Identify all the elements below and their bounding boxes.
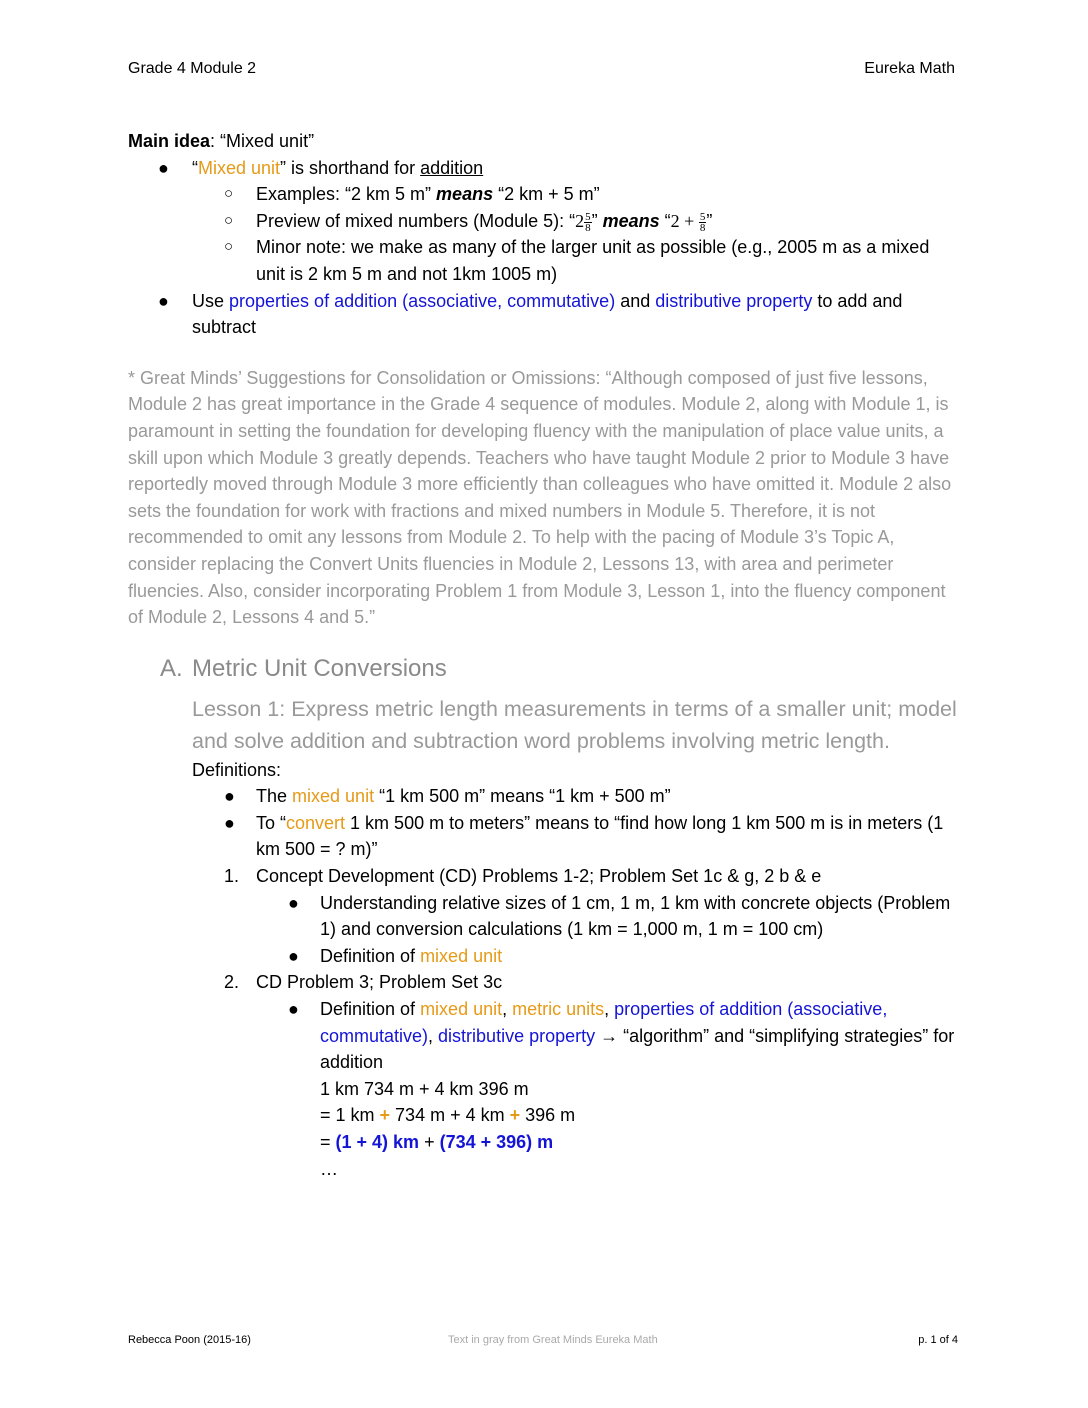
formula-line-1: 1 km 734 m + 4 km 396 m <box>320 1078 529 1099</box>
footer-author: Rebecca Poon (2015-16) <box>128 1334 251 1346</box>
bullet-icon: ● <box>224 786 235 807</box>
formula-line-2: = 1 km + 734 m + 4 km + 396 m <box>320 1105 576 1126</box>
distributive-term: distributive property <box>655 290 813 311</box>
section-title: Metric Unit Conversions <box>192 654 447 682</box>
formula-line-3: = (1 + 4) km + (734 + 396) m <box>320 1132 554 1152</box>
item-1-sub-2: ● Definition of mixed unit <box>128 943 960 970</box>
properties-term: properties of addition (associative, commutative) <box>229 290 616 311</box>
addition-term: addition <box>420 157 484 178</box>
main-idea-title: : “Mixed unit” <box>210 131 315 151</box>
lesson-title: Lesson 1: Express metric length measurements in terms of a smaller unit; model and solve addition and subtraction word problems involving metric length. <box>192 696 957 753</box>
fraction: $\frac{5}{8}$ <box>699 210 706 234</box>
item-2-sub-1: ● Definition of mixed unit, metric units, properties of addition (associative, commutative), distributive property → “algorithm” and “simplifying strategies” for addition <box>128 996 960 1076</box>
page-content <box>128 128 960 1182</box>
fraction: $\frac{5}{8}$ <box>585 210 591 234</box>
bullet-icon: ● <box>224 812 235 833</box>
circle-bullet-icon: ○ <box>224 211 234 229</box>
header-left: Grade 4 Module 2 <box>128 60 257 77</box>
sub-bullet-minor-note: ○ Minor note: we make as many of the larger unit as possible (e.g., 2005 m as a mixed unit is 2 km 5 m and not 1km 1005 m) <box>128 234 960 287</box>
numbered-item-1: 1. Concept Development (CD) Problems 1-2; Problem Set 1c & g, 2 b & e <box>224 866 822 887</box>
section-heading <box>128 653 960 685</box>
bullet-icon: ● <box>288 999 299 1020</box>
item-1-sub-1: ● Understanding relative sizes of 1 cm, 1 m, 1 km with concrete objects (Problem 1) and conversion calculations (1 km = 1,000 m, 1 m = 100 cm) <box>128 890 960 943</box>
definitions-label: Definitions: <box>192 759 282 780</box>
section-label: A. <box>160 654 183 682</box>
sub-bullet-examples: ○ Examples: “2 km 5 m” means “2 km + 5 m” <box>128 181 960 208</box>
footer-credit: Text in gray from Great Minds Eureka Math <box>448 1334 658 1346</box>
definition-convert: ● To “convert 1 km 500 m to meters” means to “find how long 1 km 500 m is in meters (1 km 500 = ? m)” <box>128 810 960 863</box>
formula-ellipsis: … <box>320 1158 338 1179</box>
main-idea-bullet-1: ● “Mixed unit” is shorthand for addition <box>128 155 960 182</box>
definition-mixed-unit: ● The mixed unit “1 km 500 m” means “1 km + 500 m” <box>128 783 960 810</box>
footer-page-number: p. 1 of 4 <box>918 1334 958 1346</box>
bullet-icon: ● <box>158 157 169 178</box>
header-right: Eureka Math <box>864 60 955 77</box>
great-minds-note: * Great Minds’ Suggestions for Consolidation or Omissions: “Although composed of just five lessons, Module 2 has great importance in the Grade 4 sequence of modules. Module 2, along with Module 1, is paramount in setting the foundation for developing fluency with the manipulation of place value units, a skill upon which Module 3 greatly depends. Teachers who have taught Module 2 prior to Module 3 have reportedly moved through Module 3 more efficiently than colleagues who have omitted it. Module 2 also sets the foundation for work with fractions and mixed numbers in Module 5. Therefore, it is not recommended to omit any lessons from Module 2. To help with the pacing of Module 3’s Topic A, consider replacing the Convert Units fluencies in Module 2, Lessons 13, with area and perimeter fluencies. Also, consider incorporating Problem 1 from Module 3, Lesson 1, into the fluency component of Module 2, Lessons 4 and 5.” <box>128 367 952 628</box>
main-idea-label: Main idea <box>128 131 211 151</box>
bullet-icon: ● <box>288 892 299 913</box>
main-idea-heading <box>128 128 960 155</box>
sub-bullet-preview: ○ Preview of mixed numbers (Module 5): “2 $\frac{5}{8}$ ” means “2 + $\frac{5}{8}$ ” <box>128 208 960 235</box>
bullet-icon: ● <box>288 945 299 966</box>
numbered-item-2: 2. CD Problem 3; Problem Set 3c <box>224 972 503 993</box>
main-idea-bullet-2: ● Use properties of addition (associative, commutative) and distributive property to add and subtract <box>128 288 960 341</box>
bullet-icon: ● <box>158 290 169 311</box>
mixed-unit-term: Mixed unit <box>198 157 281 178</box>
circle-bullet-icon: ○ <box>224 238 234 256</box>
circle-bullet-icon: ○ <box>224 185 234 203</box>
